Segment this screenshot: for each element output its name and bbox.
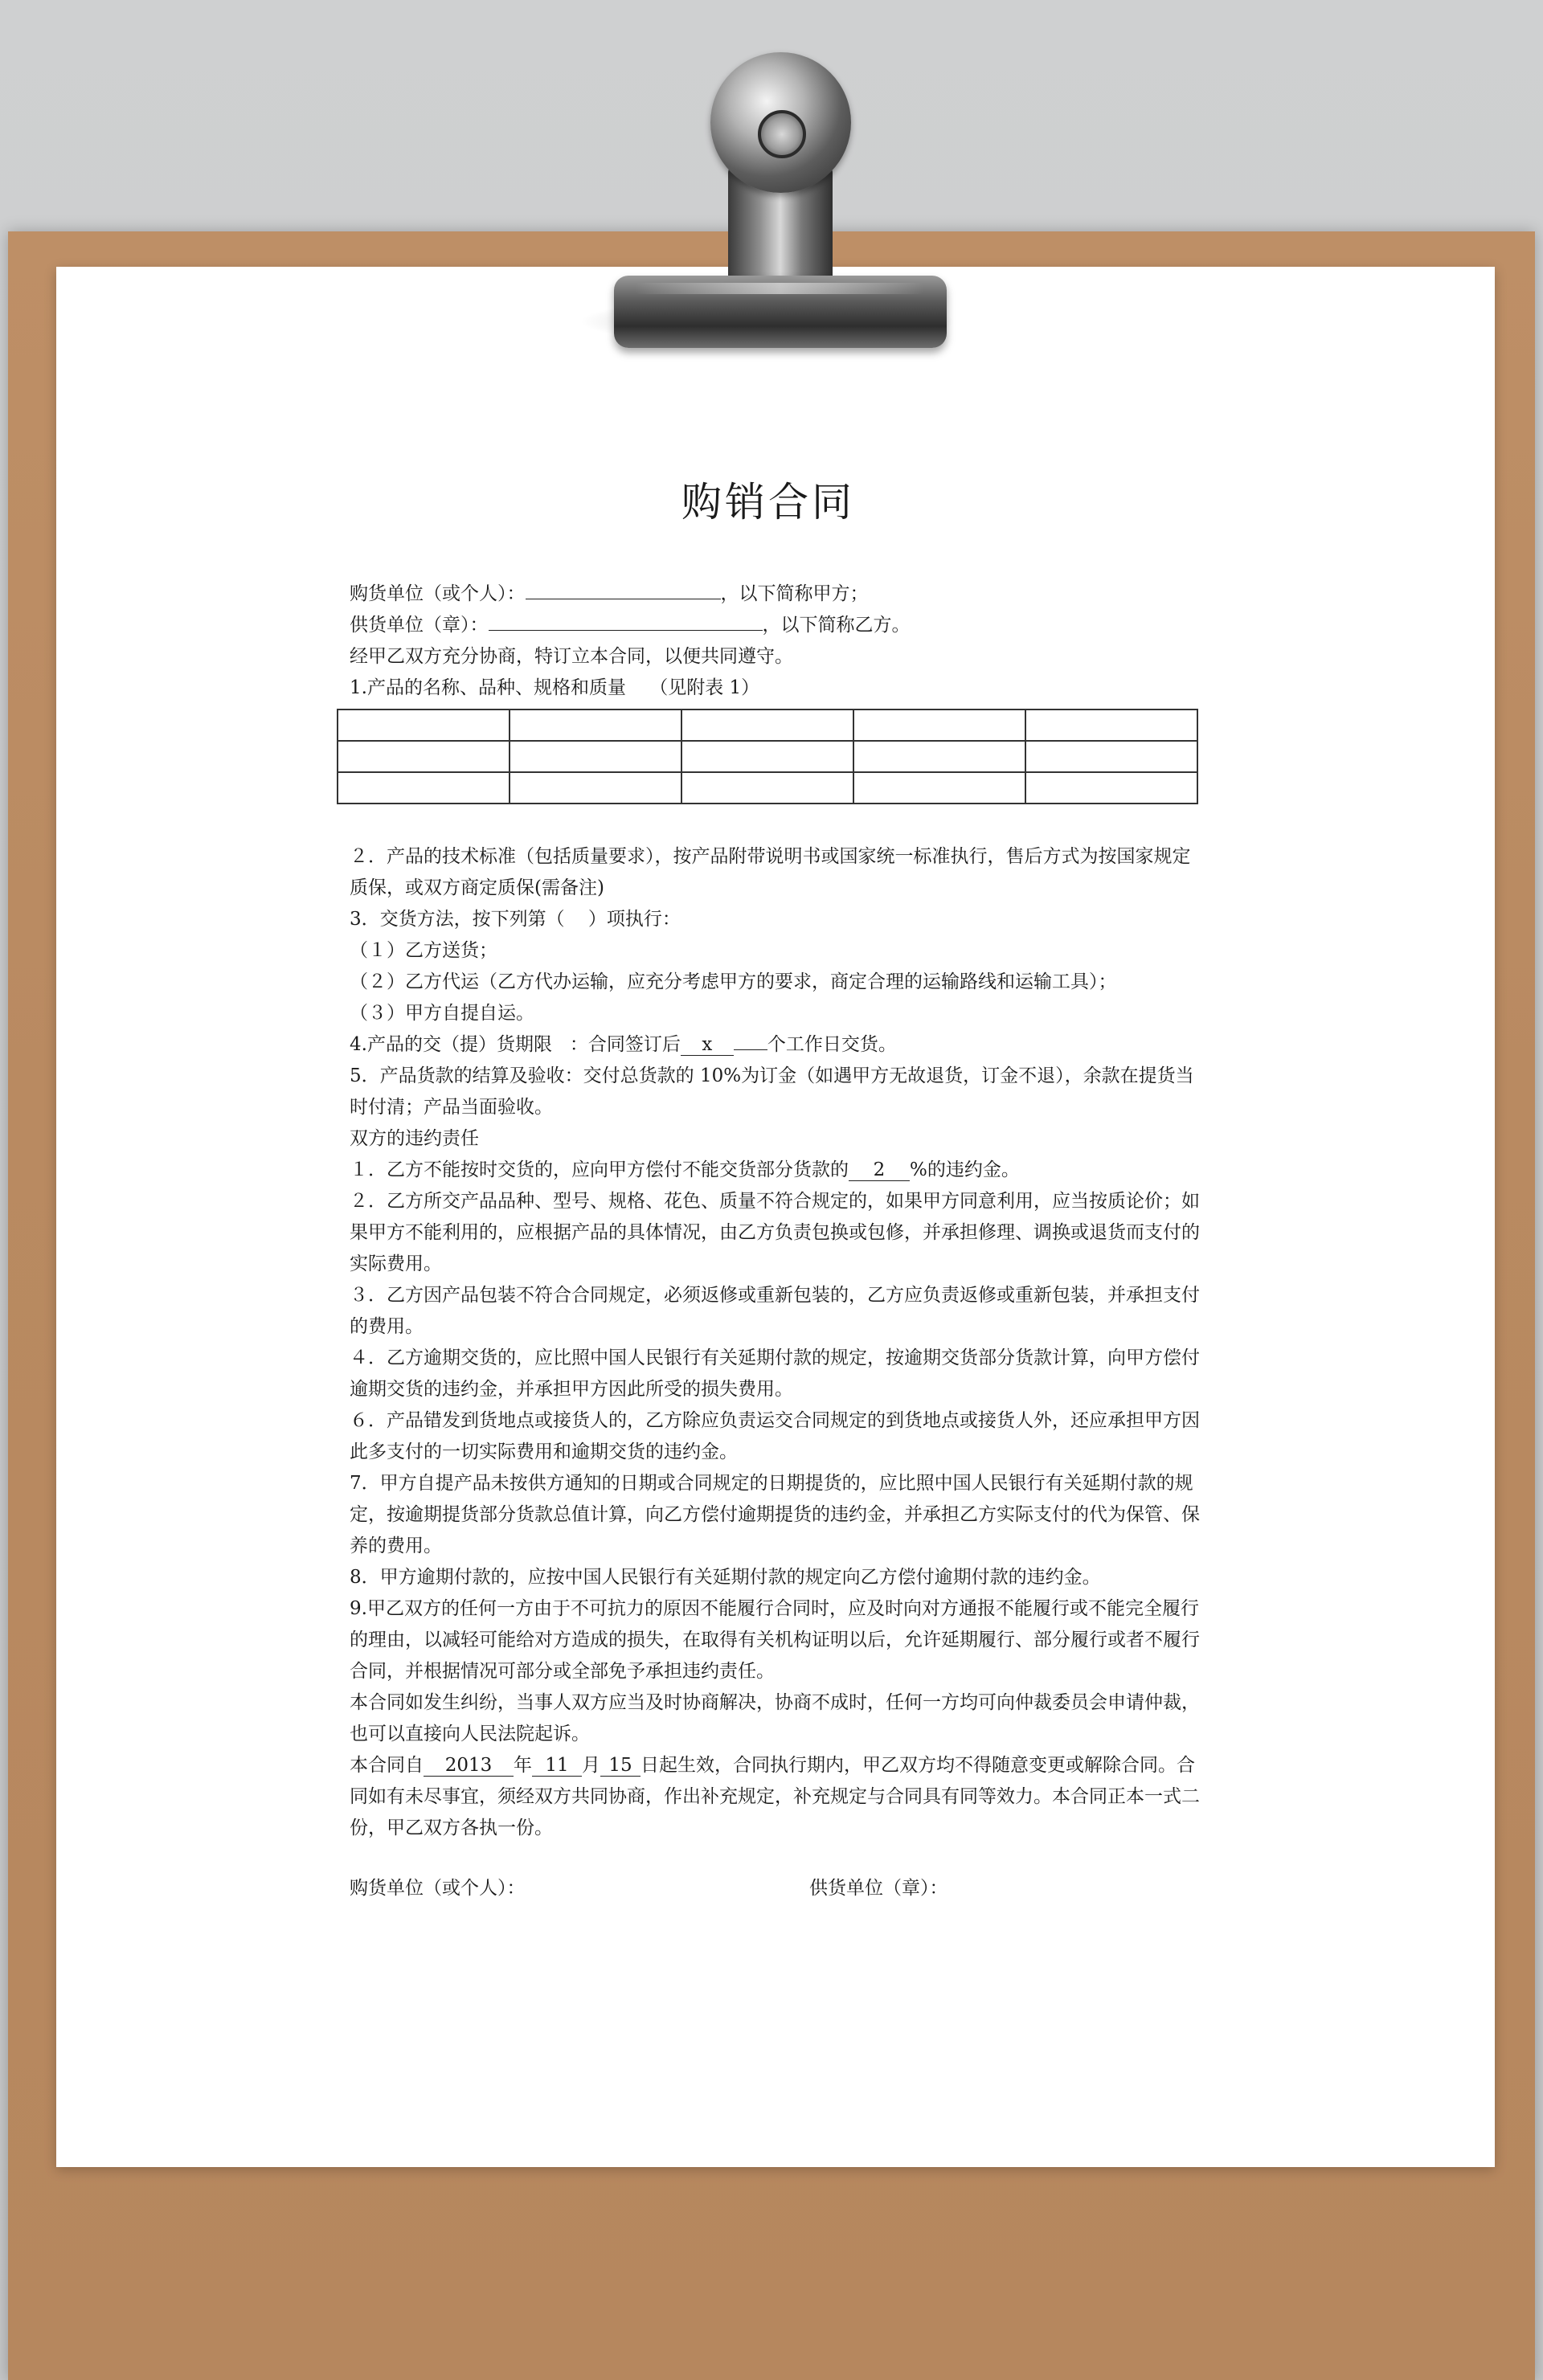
effective-year-blank[interactable]: 2013 [424,1755,514,1777]
table-cell[interactable] [510,741,681,772]
table-cell[interactable] [338,741,510,772]
table-row [338,710,1197,741]
liability-3: ３．乙方因产品包装不符合合同规定，必须返修或重新包装的，乙方应负责返修或重新包装，并承担支付的费用。 [350,1285,1200,1337]
table-cell[interactable] [1025,710,1197,741]
preamble: 经甲乙双方充分协商，特订立本合同，以便共同遵守。 [350,646,793,667]
liability-title: 双方的违约责任 [350,1128,479,1149]
seller-suffix: ，以下简称乙方。 [762,615,911,636]
delivery-days-blank[interactable]: x [681,1034,734,1056]
table-cell[interactable] [681,710,853,741]
seller-line [350,610,1203,641]
table-cell[interactable] [853,710,1025,741]
seller-signature[interactable]: 供货单位（章）： [809,1878,948,1899]
table-cell[interactable] [338,710,510,741]
liability-8: 8．甲方逾期付款的，应按中国人民银行有关延期付款的规定向乙方偿付逾期付款的违约金。 [350,1567,1101,1588]
effective-prefix: 本合同自 [350,1755,424,1776]
penalty-prefix: １．乙方不能按时交货的，应向甲方偿付不能交货部分货款的 [350,1159,849,1180]
liability-4: ４．乙方逾期交货的，应比照中国人民银行有关延期付款的规定，按逾期交货部分货款计算，向甲方偿付逾期交货的违约金，并承担甲方因此所受的损失费用。 [350,1347,1200,1400]
penalty-suffix: %的违约金。 [910,1159,1020,1180]
table-cell[interactable] [681,772,853,804]
clause-3-option-1: （１）乙方送货； [350,940,497,961]
liability-1 [350,1155,1203,1186]
table-cell[interactable] [510,710,681,741]
liability-9: 9.甲乙双方的任何一方由于不可抗力的原因不能履行合同时，应及时向对方通报不能履行或不能完全履行的理由，以减轻可能给对方造成的损失，在取得有关机构证明以后，允许延期履行、部分履行或者不履行合同，并根据情况可部分或全部免予承担违约责任。 [350,1598,1200,1682]
table-cell[interactable] [853,772,1025,804]
liability-6: ６．产品错发到货地点或接货人的，乙方除应负责运交合同规定的到货地点或接货人外，还应承担甲方因此多支付的一切实际费用和逾期交货的违约金。 [350,1410,1200,1462]
contract-document [350,474,1203,1904]
clause-3-option-2: （２）乙方代运（乙方代办运输，应充分考虑甲方的要求，商定合理的运输路线和运输工具）； [350,971,1117,992]
signature-row [350,1873,1203,1904]
clause-3-option-3: （３）甲方自提自运。 [350,1003,534,1024]
table-cell[interactable] [1025,741,1197,772]
clause-4-delivery [350,1029,1203,1061]
spec-table [337,709,1198,804]
buyer-suffix: ，以下简称甲方； [720,583,869,604]
liability-2: ２．乙方所交产品品种、型号、规格、花色、质量不符合规定的，如果甲方同意利用，应当按质论价；如果甲方不能利用的，应根据产品的具体情况，由乙方负责包换或包修，并承担修理、调换或退货而支付的实际费用。 [350,1191,1200,1274]
table-cell[interactable] [338,772,510,804]
seller-blank[interactable] [489,630,763,631]
delivery-suffix: 个工作日交货。 [767,1034,897,1055]
effective-clause [350,1750,1203,1844]
table-cell[interactable] [1025,772,1197,804]
table-cell[interactable] [853,741,1025,772]
contract-title: 购销合同 [681,479,855,525]
table-cell[interactable] [510,772,681,804]
effective-year-unit: 年 [514,1755,532,1776]
table-row [338,741,1197,772]
buyer-signature[interactable]: 购货单位（或个人）： [350,1878,526,1899]
clause-2: ２．产品的技术标准（包括质量要求），按产品附带说明书或国家统一标准执行，售后方式为按国家规定质保，或双方商定质保(需备注) [350,846,1191,898]
effective-day-blank[interactable]: 15 [600,1755,641,1777]
clause-5-payment: 5．产品货款的结算及验收：交付总货款的 10%为订金（如遇甲方无故退货，订金不退），余款在提货当时付清；产品当面验收。 [350,1065,1194,1118]
buyer-label: 购货单位（或个人）： [350,583,526,604]
delivery-prefix: 4.产品的交（提）货期限 ：合同签订后 [350,1034,681,1055]
penalty-rate-blank[interactable]: 2 [849,1159,910,1181]
table-cell[interactable] [681,741,853,772]
effective-month-unit: 月 [582,1755,600,1776]
item-1: 1.产品的名称、品种、规格和质量 （见附表 1） [350,677,760,698]
table-row [338,772,1197,804]
dispute-clause: 本合同如发生纠纷，当事人双方应当及时协商解决，协商不成时，任何一方均可向仲裁委员会申请仲裁，也可以直接向人民法院起诉。 [350,1692,1200,1744]
delivery-days-blank-tail [734,1049,767,1050]
buyer-line [350,579,1203,610]
clause-3: 3．交货方法，按下列第（ ）项执行： [350,909,681,930]
liability-7: 7．甲方自提产品未按供方通知的日期或合同规定的日期提货的，应比照中国人民银行有关延期付款的规定，按逾期提货部分货款总值计算，向乙方偿付逾期提货的违约金，并承担乙方实际支付的代为保管、保养的费用。 [350,1473,1200,1556]
effective-suffix: 日起生效，合同执行期内，甲乙双方均不得随意变更或解除合同。合同如有未尽事宜，须经双方共同协商，作出补充规定，补充规定与合同具有同等效力。本合同正本一式二份，甲乙双方各执一份。 [350,1755,1200,1838]
effective-month-blank[interactable]: 11 [532,1755,582,1777]
seller-label: 供货单位（章）： [350,615,489,636]
